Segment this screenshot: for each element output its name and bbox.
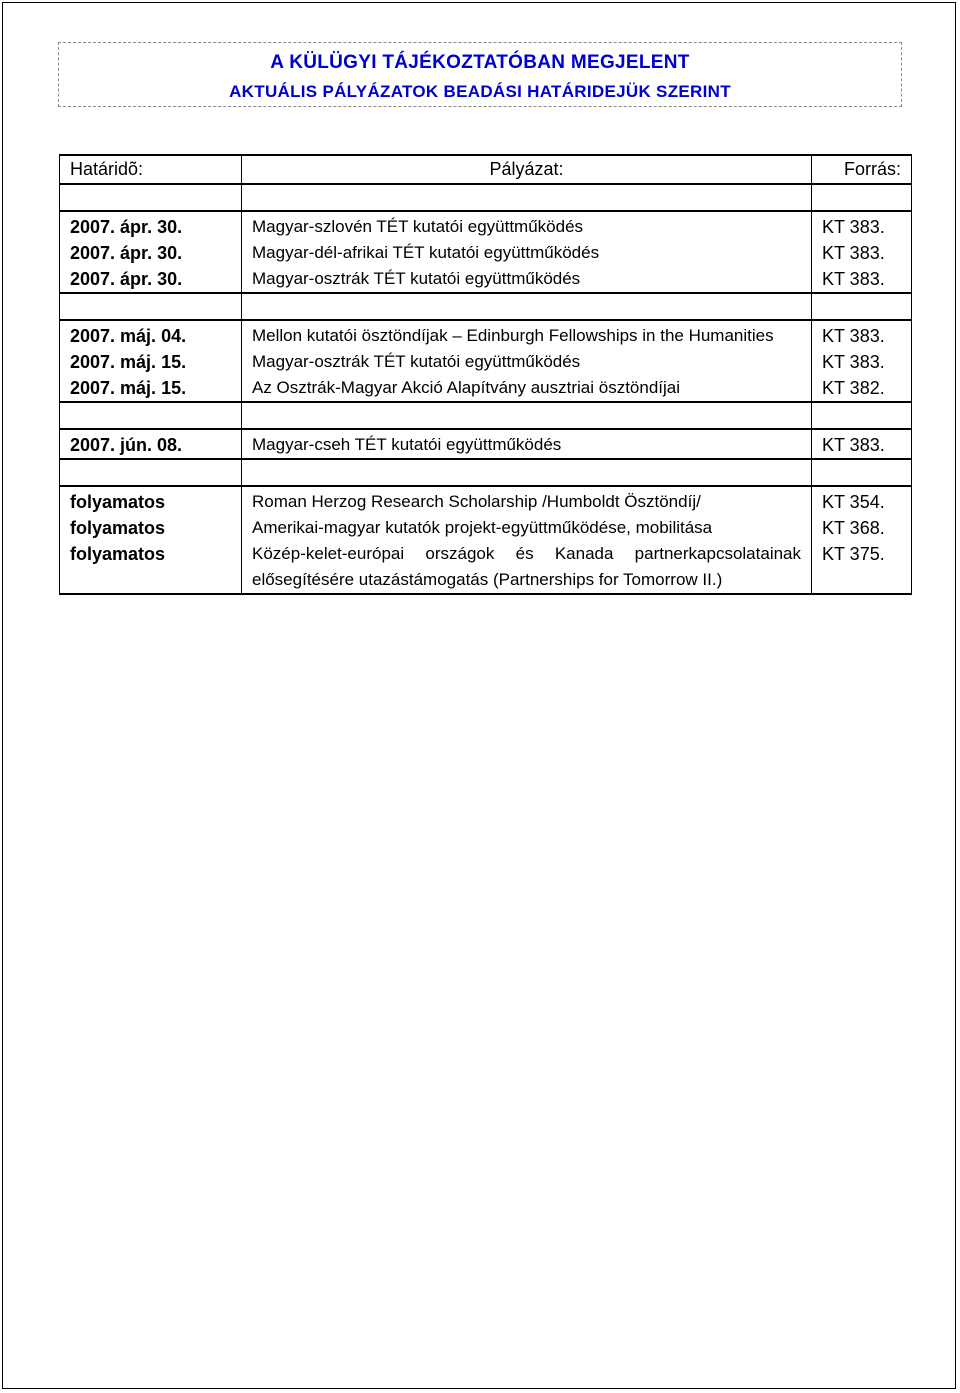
spacer-cell (812, 184, 912, 211)
header-source: Forrás: (812, 155, 912, 184)
spacer-cell (242, 459, 812, 486)
header-grant: Pályázat: (242, 155, 812, 184)
table-row (60, 320, 912, 349)
grant-cell: Mellon kutatói ösztöndíjak – Edinburgh Fellowships in the Humanities (242, 320, 812, 349)
spacer-cell (60, 402, 242, 429)
deadline-cell: folyamatos (60, 515, 242, 541)
source-cell: KT 383. (812, 349, 912, 375)
deadline-cell: folyamatos (60, 486, 242, 515)
spacer-cell (242, 184, 812, 211)
header-deadline: Határidõ: (60, 155, 242, 184)
spacer-row (60, 459, 912, 486)
spacer-cell (242, 402, 812, 429)
table-row (60, 486, 912, 515)
spacer-cell (60, 184, 242, 211)
title-box (58, 42, 902, 107)
source-cell: KT 383. (812, 266, 912, 293)
spacer-cell (242, 293, 812, 320)
deadline-cell: 2007. ápr. 30. (60, 266, 242, 293)
page-title: A KÜLÜGYI TÁJÉKOZTATÓBAN MEGJELENT (270, 52, 690, 73)
deadline-cell: 2007. ápr. 30. (60, 211, 242, 240)
source-cell: KT 383. (812, 240, 912, 266)
deadline-cell: folyamatos (60, 541, 242, 594)
grant-cell: Magyar-szlovén TÉT kutatói együttműködés (242, 211, 812, 240)
grant-cell: Magyar-osztrák TÉT kutatói együttműködés (242, 266, 812, 293)
spacer-row (60, 184, 912, 211)
grant-cell: Roman Herzog Research Scholarship /Humboldt Ösztöndíj/ (242, 486, 812, 515)
table-row (60, 429, 912, 459)
source-cell: KT 383. (812, 429, 912, 459)
table-row (60, 266, 912, 293)
spacer-row (60, 293, 912, 320)
table-row (60, 349, 912, 375)
grant-cell: Magyar-dél-afrikai TÉT kutatói együttműködés (242, 240, 812, 266)
spacer-cell (60, 459, 242, 486)
grant-cell: Amerikai-magyar kutatók projekt-együttműködése, mobilitása (242, 515, 812, 541)
grant-cell: Magyar-osztrák TÉT kutatói együttműködés (242, 349, 812, 375)
deadline-cell: 2007. máj. 04. (60, 320, 242, 349)
deadline-cell: 2007. ápr. 30. (60, 240, 242, 266)
source-cell: KT 382. (812, 375, 912, 402)
spacer-cell (60, 293, 242, 320)
source-cell: KT 368. (812, 515, 912, 541)
spacer-cell (812, 402, 912, 429)
table-row (60, 240, 912, 266)
table-row (60, 541, 912, 594)
spacer-cell (812, 293, 912, 320)
deadline-cell: 2007. jún. 08. (60, 429, 242, 459)
grant-cell: Az Osztrák-Magyar Akció Alapítvány ausztriai ösztöndíjai (242, 375, 812, 402)
spacer-cell (812, 459, 912, 486)
source-cell: KT 383. (812, 211, 912, 240)
table-row (60, 211, 912, 240)
table-header-row (60, 155, 912, 184)
page-subtitle: AKTUÁLIS PÁLYÁZATOK BEADÁSI HATÁRIDEJÜK SZERINT (229, 82, 731, 101)
source-cell: KT 383. (812, 320, 912, 349)
source-cell: KT 354. (812, 486, 912, 515)
grants-table (59, 154, 912, 595)
grant-cell: Közép-kelet-európai országok és Kanada partnerkapcsolatainak elősegítésére utazástámogatás (Partnerships for Tomorrow II.) (242, 541, 812, 594)
spacer-row (60, 402, 912, 429)
deadline-cell: 2007. máj. 15. (60, 375, 242, 402)
grant-cell: Magyar-cseh TÉT kutatói együttműködés (242, 429, 812, 459)
deadline-cell: 2007. máj. 15. (60, 349, 242, 375)
table-row (60, 375, 912, 402)
table-row (60, 515, 912, 541)
source-cell: KT 375. (812, 541, 912, 594)
